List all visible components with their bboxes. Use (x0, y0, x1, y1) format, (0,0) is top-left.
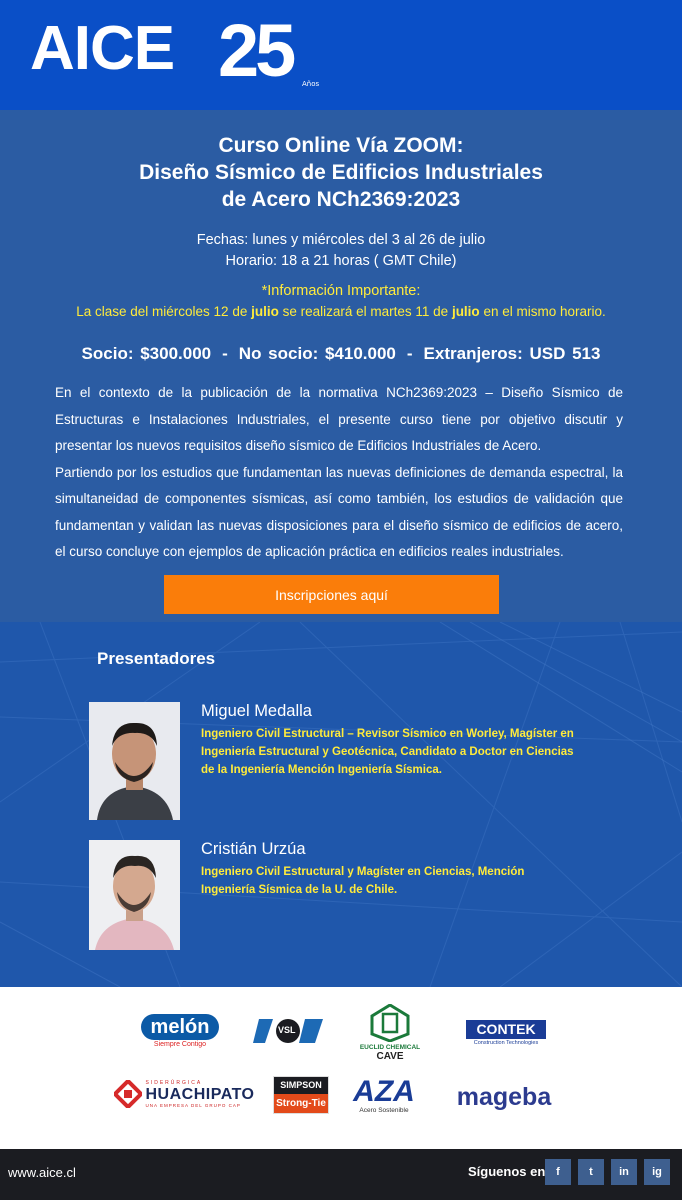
price-socio: Socio: $300.000 (81, 344, 212, 363)
course-title-line-2: Diseño Sísmico de Edificios Industriales (139, 161, 543, 184)
aza-tagline: Acero Sostenible (359, 1106, 409, 1114)
presenter-name: Cristián Urzúa (201, 840, 306, 858)
twitter-icon[interactable]: t (578, 1159, 604, 1185)
person-portrait-icon (89, 840, 180, 950)
schedule-text: Horario: 18 a 21 horas ( GMT Chile) (225, 253, 457, 269)
contek-tagline: Construction Technologies (473, 1040, 539, 1046)
aza-wordmark: AZA (353, 1074, 415, 1108)
sponsor-vsl-logo[interactable] (253, 1017, 323, 1045)
aice-logo[interactable]: AICE (30, 14, 175, 83)
facebook-icon[interactable]: f (545, 1159, 571, 1185)
header (0, 0, 682, 110)
sponsor-contek-logo[interactable] (466, 1019, 546, 1047)
price-separator: - (222, 344, 228, 363)
euclid-cave: CAVE (376, 1051, 404, 1062)
contek-wordmark: CONTEK (466, 1020, 546, 1039)
strongtie-wordmark: Strong-Tie (274, 1094, 328, 1113)
euclid-emblem-icon (370, 1004, 410, 1042)
huachipato-tagline: UNA EMPRESA DEL GRUPO CAP (145, 1103, 241, 1108)
sponsor-huachipato-logo[interactable] (106, 1077, 262, 1111)
website-link[interactable]: www.aice.cl (8, 1165, 76, 1180)
footer (0, 1149, 682, 1200)
mageba-wordmark: mageba (456, 1082, 552, 1111)
person-portrait-icon (89, 702, 180, 820)
huachipato-emblem-icon (114, 1080, 142, 1108)
sponsors-section (0, 987, 682, 1149)
important-info-title: *Información Importante: (261, 283, 421, 299)
sponsor-simpson-logo[interactable] (273, 1076, 329, 1114)
description-paragraph-1: En el contexto de la publicación de la normativa NCh2369:2023 – Diseño Sísmico de Estructuras e Instalaciones Industriales, el presente curso tiene por objetivo discutir y presentar los nuevos requisitos diseño sísmico de Edificios Industriales de Acero. (55, 385, 623, 453)
important-part-4: julio (451, 304, 480, 319)
important-part-3: se realizará el martes 11 de (278, 304, 452, 319)
important-part-1: La clase del miércoles 12 de (76, 304, 252, 319)
register-button[interactable]: Inscripciones aquí (164, 575, 499, 614)
presenter-bio: Ingeniero Civil Estructural – Revisor Sísmico en Worley, Magíster en Ingeniería Estructural y Geotécnica, Candidato a Doctor en Ciencias de la Ingeniería Mención Ingeniería Sísmica. (201, 728, 574, 776)
course-description (55, 380, 623, 566)
presenters-heading: Presentadores (97, 649, 216, 668)
follow-us-label: Síguenos en (468, 1164, 546, 1179)
course-title-line-1: Curso Online Vía ZOOM: (218, 134, 464, 157)
anniversary-25-logo: 25 (218, 9, 293, 92)
melon-wordmark: melón (141, 1014, 220, 1040)
simpson-wordmark: SIMPSON (274, 1077, 328, 1094)
price-no-socio: No socio: $410.000 (238, 344, 396, 363)
course-title (0, 132, 682, 213)
presenters-section (0, 622, 682, 987)
instagram-icon[interactable]: ig (644, 1159, 670, 1185)
huachipato-text (146, 1080, 255, 1108)
description-paragraph-2: Partiendo por los estudios que fundamentan las nuevas definiciones de demanda espectral, la simultaneidad de componentes sísmicas, así como también, los estudios de validación que fundamentan y validan las nuevas disposiciones para el diseño sísmico de edificios de acero, el curso concluye con ejemplos de aplicación práctica en edificios reales industriales. (55, 464, 623, 559)
presenter-photo (89, 840, 180, 950)
presenter-name: Miguel Medalla (201, 702, 312, 720)
important-info-text (0, 304, 682, 319)
course-dates (0, 230, 682, 272)
course-title-line-3: de Acero NCh2369:2023 (221, 188, 461, 211)
course-info-section (0, 110, 682, 622)
huachipato-top: SIDERÚRGICA (145, 1080, 203, 1086)
price-list (0, 344, 682, 364)
sponsor-mageba-logo[interactable] (452, 1081, 556, 1113)
euclid-wordmark: EUCLID CHEMICAL (359, 1044, 421, 1051)
sponsor-aza-logo[interactable] (345, 1073, 423, 1117)
presenter-photo (89, 702, 180, 820)
melon-tagline: Siempre Contigo (153, 1041, 207, 1048)
price-extranjeros: Extranjeros: USD 513 (423, 344, 601, 363)
linkedin-icon[interactable]: in (611, 1159, 637, 1185)
price-separator: - (406, 344, 413, 363)
huachipato-wordmark: HUACHIPATO (145, 1086, 255, 1103)
important-part-5: en el mismo horario. (479, 304, 606, 319)
anniversary-anos-label: Años (302, 80, 320, 88)
vsl-wordmark: VSL (278, 1025, 296, 1035)
sponsor-euclid-logo[interactable] (355, 999, 425, 1067)
important-part-2: julio (251, 304, 279, 319)
presenter-bio: Ingeniero Civil Estructural y Magíster en Ciencias, Mención Ingeniería Sísmica de la U. de Chile. (201, 866, 525, 896)
sponsor-melon-logo[interactable] (135, 1013, 225, 1049)
dates-text: Fechas: lunes y miércoles del 3 al 26 de julio (196, 232, 486, 248)
